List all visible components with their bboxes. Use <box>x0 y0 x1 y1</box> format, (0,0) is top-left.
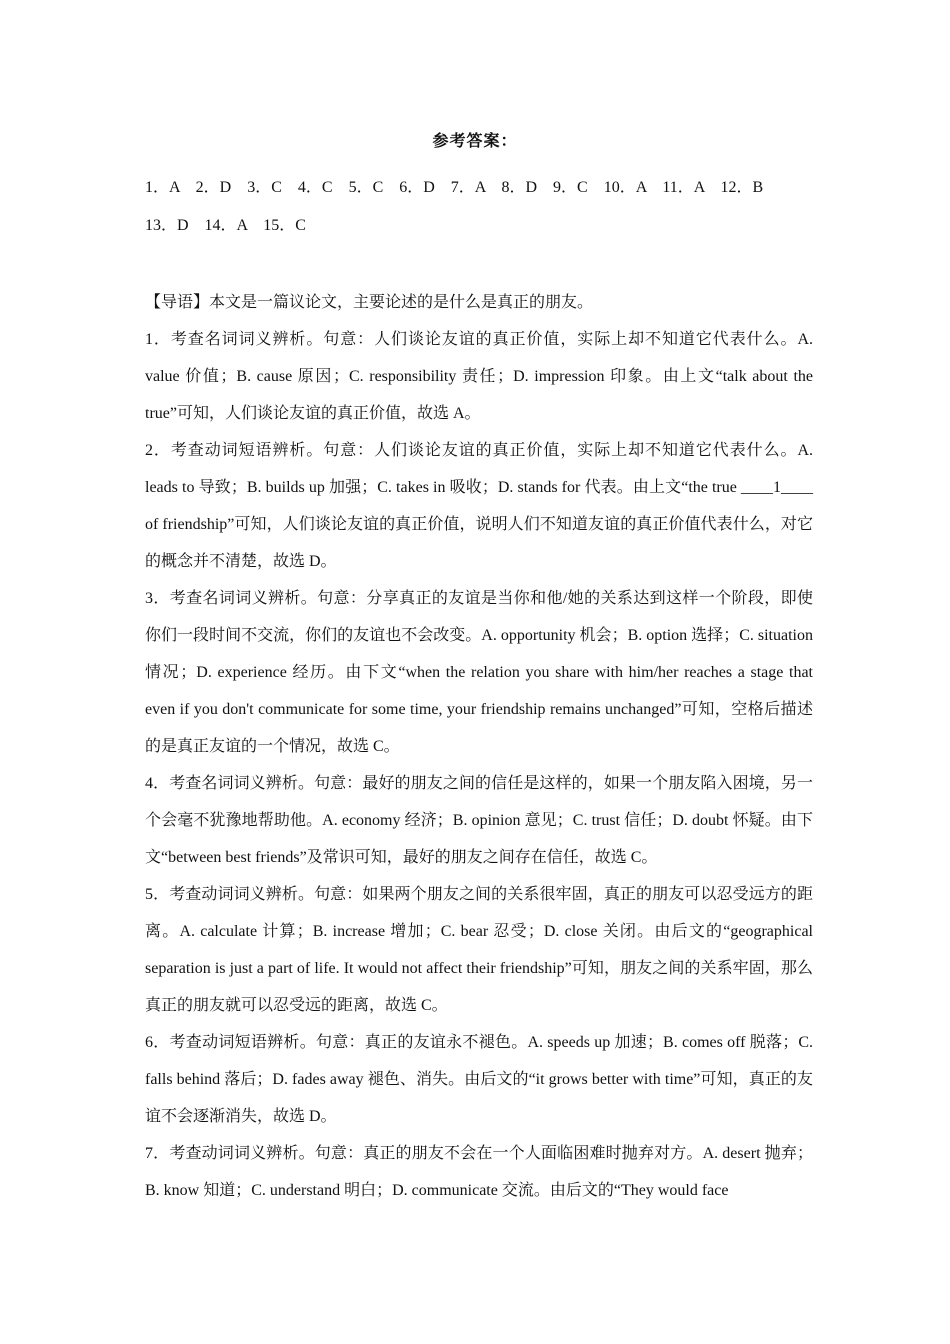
explanation-item-3: 3．考查名词词义辨析。句意：分享真正的友谊是当你和他/她的关系达到这样一个阶段，即使你们一段时间不交流，你们的友谊也不会改变。A. opportunity 机会；B. option 选择；C. situation 情况；D. experience 经历。由下文“when the relation you share with him/her reaches a stage that even if you don't communicate for some time, your friendship remains unchanged”可知，空格后描述的是真正友谊的一个情况，故选 C。 <box>145 590 813 755</box>
explanation-item-1: 1．考查名词词义辨析。句意：人们谈论友谊的真正价值，实际上却不知道它代表什么。A. value 价值；B. cause 原因；C. responsibility 责任；D. impression 印象。由上文“talk about the true”可知，人们谈论友谊的真正价值，故选 A。 <box>145 331 813 422</box>
explanation-body <box>145 284 813 1209</box>
page-title: 参考答案： <box>432 133 518 150</box>
explanation-item-4: 4．考查名词词义辨析。句意：最好的朋友之间的信任是这样的，如果一个朋友陷入困境，另一个会毫不犹豫地帮助他。A. economy 经济；B. opinion 意见；C. trust 信任；D. doubt 怀疑。由下文“between best friends”及常识可知，最好的朋友之间存在信任，故选 C。 <box>145 775 813 866</box>
explanation-item-7: 7．考查动词词义辨析。句意：真正的朋友不会在一个人面临困难时抛弃对方。A. desert 抛弃；B. know 知道；C. understand 明白；D. communicate 交流。由后文的“They would face <box>145 1145 813 1199</box>
explanation-item-2: 2．考查动词短语辨析。句意：人们谈论友谊的真正价值，实际上却不知道它代表什么。A. leads to 导致；B. builds up 加强；C. takes in 吸收；D. stands for 代表。由上文“the true ____1____ of friendship”可知，人们谈论友谊的真正价值，说明人们不知道友谊的真正价值代表什么，对它的概念并不清楚，故选 D。 <box>145 442 813 570</box>
answer-key-row-2: 13．D 14．A 15．C <box>145 217 306 234</box>
explanation-item-5: 5．考查动词词义辨析。句意：如果两个朋友之间的关系很牢固，真正的朋友可以忍受远方的距离。A. calculate 计算；B. increase 增加；C. bear 忍受；D. close 关闭。由后文的“geographical separation is just a part of life. It would not affect their friendship”可知，朋友之间的关系牢固，那么真正的朋友就可以忍受远的距离，故选 C。 <box>145 886 813 1014</box>
answer-key-row-1: 1．A 2．D 3．C 4．C 5．C 6．D 7．A 8．D 9．C 10．A 11．A 12．B <box>145 179 764 196</box>
intro-paragraph: 【导语】本文是一篇议论文，主要论述的是什么是真正的朋友。 <box>145 294 594 311</box>
explanation-item-6: 6．考查动词短语辨析。句意：真正的友谊永不褪色。A. speeds up 加速；B. comes off 脱落；C. falls behind 落后；D. fades away 褪色、消失。由后文的“it grows better with time”可知，真正的友谊不会逐渐消失，故选 D。 <box>145 1034 813 1125</box>
